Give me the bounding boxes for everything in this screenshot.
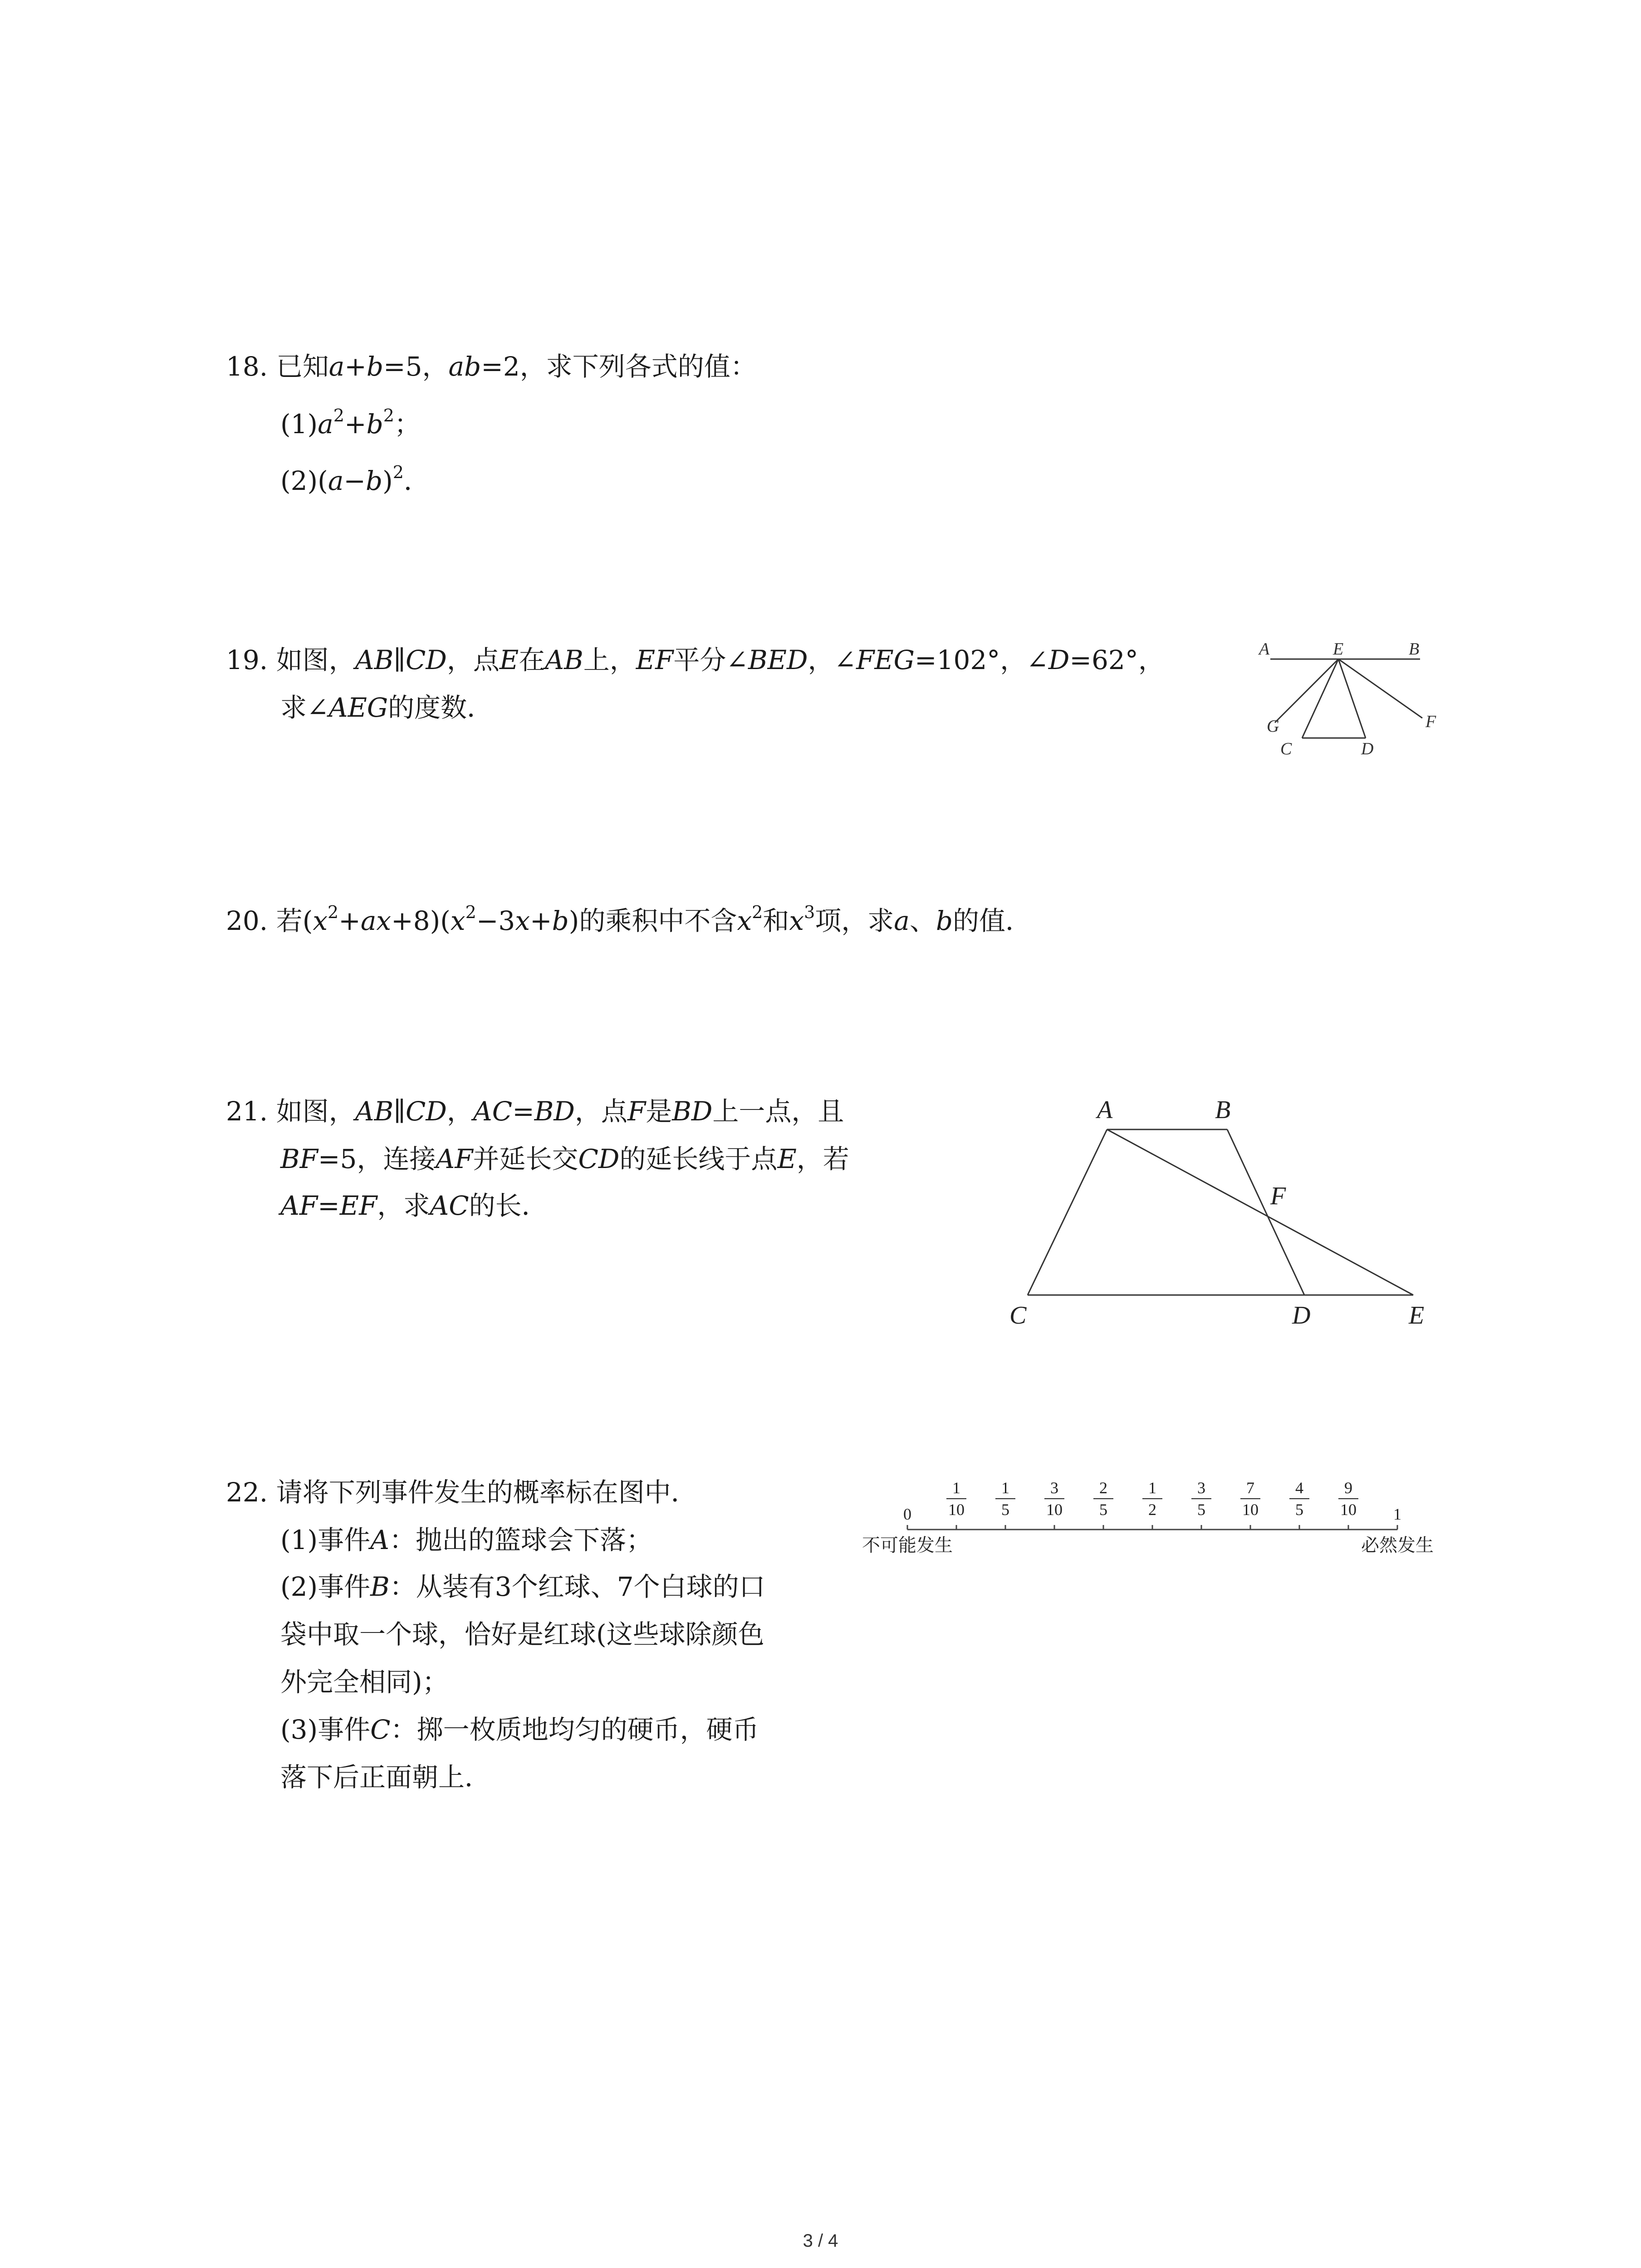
number-line-tick-numerator: 3 [1197, 1479, 1205, 1497]
q19-label-c: C [1280, 739, 1292, 758]
q19-label-b: B [1409, 640, 1420, 659]
number-line-tick-numerator: 9 [1344, 1479, 1352, 1497]
q22-number-line [862, 1474, 1452, 1565]
number-line-tick-denominator: 5 [1099, 1501, 1107, 1519]
number-line-tick-numerator: 7 [1246, 1479, 1254, 1497]
number-line-right-label: 必然发生 [1361, 1535, 1434, 1555]
q21-figure [998, 1089, 1452, 1334]
q21-label-b: B [1215, 1096, 1231, 1124]
q19-stem-line2: 求∠AEG的度数． [280, 692, 494, 723]
q19-label-d: D [1361, 739, 1374, 758]
number-line-tick-numerator: 1 [952, 1479, 960, 1497]
q19-label-f: F [1425, 712, 1436, 731]
q21-stem-line1: 21. 如图，AB∥CD，AC=BD，点F是BD上一点，且 [226, 1096, 844, 1127]
q19-seg-ed [1338, 659, 1366, 738]
number-line-left-label: 不可能发生 [862, 1535, 953, 1555]
q21-stem-line2: BF=5，连接AF并延长交CD的延长线于点E，若 [280, 1144, 849, 1174]
number-line-tick-numerator: 1 [1148, 1479, 1156, 1497]
number-line-tick-denominator: 5 [1197, 1501, 1205, 1519]
number-line-tick-label: 1 [1393, 1505, 1401, 1523]
q18-stem: 18. 已知a+b=5，ab=2，求下列各式的值： [226, 351, 757, 382]
q22-event-b-line1: (2)事件B：从装有3个红球、7个白球的口 [280, 1571, 765, 1602]
q22-stem-line1: 22. 请将下列事件发生的概率标在图中． [226, 1477, 697, 1508]
q21-stem-line3: AF=EF，求AC的长． [280, 1190, 548, 1221]
number-line-tick-denominator: 2 [1148, 1501, 1156, 1519]
q21-seg-ac [1028, 1129, 1107, 1295]
q22-event-a: (1)事件A：抛出的篮球会下落； [280, 1525, 653, 1555]
q22-event-c-line1: (3)事件C：掷一枚质地均匀的硬币，硬币 [280, 1714, 759, 1745]
q18-part1: $(1)a^2+b^2$； [280, 406, 421, 440]
q19-stem-line1: 19. 如图，AB∥CD，点E在AB上，EF平分∠BED，∠FEG=102°，∠D=62°， [226, 645, 1165, 675]
q21-seg-ae [1107, 1129, 1413, 1295]
number-line-tick-numerator: 3 [1050, 1479, 1058, 1497]
q19-label-g: G [1267, 717, 1279, 736]
q20-number: 20. [226, 905, 268, 936]
q21-label-c: C [1009, 1301, 1027, 1330]
q22-event-c-line2: 落下后正面朝上． [280, 1762, 491, 1793]
number-line-tick-denominator: 5 [1001, 1501, 1009, 1519]
number-line-tick-denominator: 10 [948, 1501, 965, 1519]
number-line-tick-denominator: 10 [1340, 1501, 1357, 1519]
q19-number: 19. [226, 645, 268, 675]
number-line-tick-denominator: 5 [1295, 1501, 1303, 1519]
number-line-tick-numerator: 4 [1295, 1479, 1303, 1497]
page-number: 3 / 4 [803, 2231, 838, 2251]
number-line-tick-numerator: 2 [1099, 1479, 1107, 1497]
q19-label-a: A [1259, 640, 1270, 659]
q21-label-d: D [1292, 1301, 1311, 1330]
q22-event-b-line2: 袋中取一个球，恰好是红球(这些球除颜色 [280, 1619, 764, 1650]
q21-seg-bd [1227, 1129, 1304, 1295]
number-line-tick-label: 0 [903, 1505, 911, 1523]
q21-number: 21. [226, 1096, 268, 1127]
q20-stem: 20. 若$(x^2+ax+8)(x^2-3x+b)$的乘积中不含$x^2$和$x^3$项，求a、b的值． [226, 902, 1032, 936]
q21-label-f: F [1270, 1182, 1286, 1210]
q19-figure [1257, 633, 1461, 764]
q18-number: 18. [226, 351, 268, 382]
q21-label-e: E [1409, 1301, 1425, 1330]
q22-number: 22. [226, 1477, 268, 1508]
q19-seg-ec [1302, 659, 1338, 738]
number-line-tick-denominator: 10 [1242, 1501, 1259, 1519]
q19-seg-ef [1338, 659, 1422, 718]
q21-label-a: A [1097, 1096, 1113, 1124]
q19-label-e: E [1333, 640, 1344, 659]
number-line-tick-numerator: 1 [1001, 1479, 1009, 1497]
q22-event-b-line3: 外完全相同)； [280, 1667, 449, 1697]
q19-seg-eg [1275, 659, 1338, 723]
number-line-tick-denominator: 10 [1046, 1501, 1063, 1519]
q18-part2: $(2)(a-b)^2$． [280, 462, 430, 496]
